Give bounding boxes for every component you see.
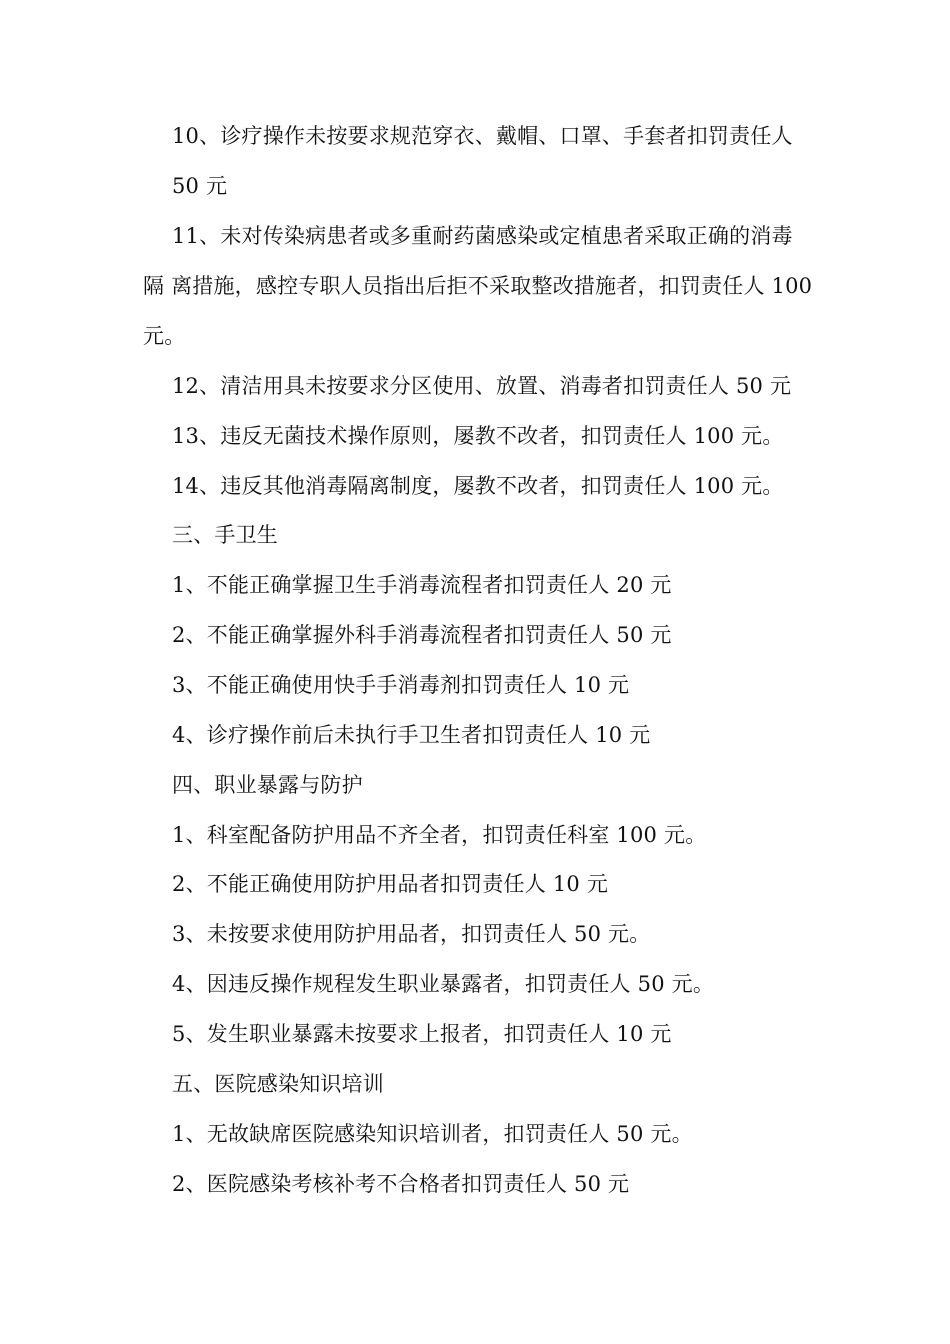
training-item-2: 2、医院感染考核补考不合格者扣罚责任人 50 元 xyxy=(172,1172,630,1196)
exposure-item-2: 2、不能正确使用防护用品者扣罚责任人 10 元 xyxy=(172,872,609,896)
section-heading-occupational-exposure: 四、职业暴露与防护 xyxy=(172,773,363,797)
hand-hygiene-item-3: 3、不能正确使用快手手消毒剂扣罚责任人 10 元 xyxy=(172,673,630,697)
exposure-item-3: 3、未按要求使用防护用品者，扣罚责任人 50 元。 xyxy=(172,922,651,946)
hand-hygiene-item-2: 2、不能正确掌握外科手消毒流程者扣罚责任人 50 元 xyxy=(172,623,672,647)
item-11-line-1: 11、未对传染病患者或多重耐药菌感染或定植患者采取正确的消毒 xyxy=(172,224,793,248)
exposure-item-1: 1、科室配备防护用品不齐全者，扣罚责任科室 100 元。 xyxy=(172,823,707,847)
item-11-line-2: 隔 离措施，感控专职人员指出后拒不采取整改措施者，扣罚责任人 100 xyxy=(143,274,813,298)
hand-hygiene-item-4: 4、诊疗操作前后未执行手卫生者扣罚责任人 10 元 xyxy=(172,723,651,747)
item-14: 14、违反其他消毒隔离制度，屡教不改者，扣罚责任人 100 元。 xyxy=(172,474,784,498)
item-12: 12、清洁用具未按要求分区使用、放置、消毒者扣罚责任人 50 元 xyxy=(172,374,792,398)
section-heading-hand-hygiene: 三、手卫生 xyxy=(172,523,278,547)
item-11-line-3: 元。 xyxy=(143,324,186,348)
exposure-item-4: 4、因违反操作规程发生职业暴露者，扣罚责任人 50 元。 xyxy=(172,972,715,996)
exposure-item-5: 5、发生职业暴露未按要求上报者，扣罚责任人 10 元 xyxy=(172,1022,672,1046)
training-item-1: 1、无故缺席医院感染知识培训者，扣罚责任人 50 元。 xyxy=(172,1122,693,1146)
item-10-line-2: 50 元 xyxy=(172,174,228,198)
section-heading-infection-training: 五、医院感染知识培训 xyxy=(172,1072,384,1096)
item-10-line-1: 10、诊疗操作未按要求规范穿衣、戴帽、口罩、手套者扣罚责任人 xyxy=(172,124,793,148)
hand-hygiene-item-1: 1、不能正确掌握卫生手消毒流程者扣罚责任人 20 元 xyxy=(172,573,672,597)
item-13: 13、违反无菌技术操作原则，屡教不改者，扣罚责任人 100 元。 xyxy=(172,424,784,448)
